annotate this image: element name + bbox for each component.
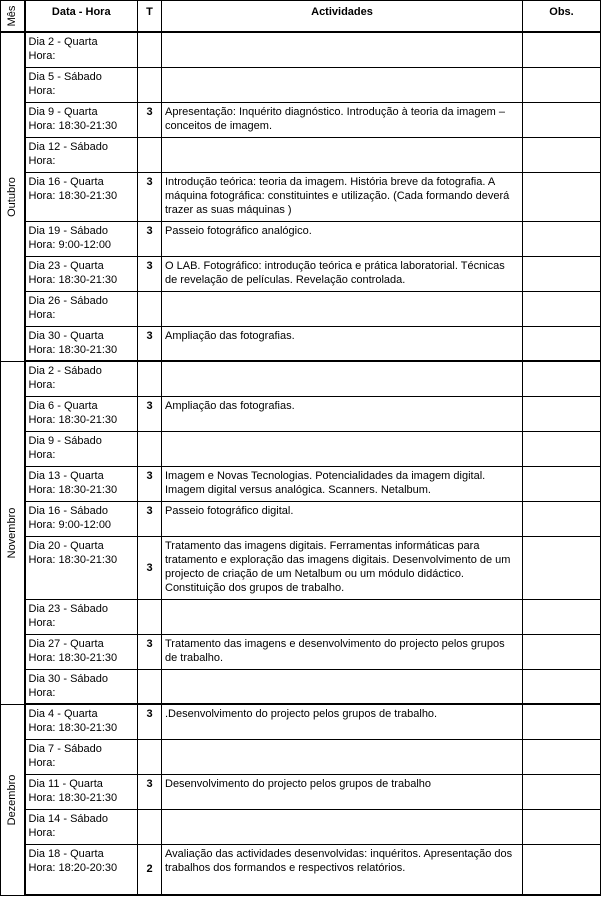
- hours-cell: 3: [138, 221, 162, 256]
- date-cell: [25, 67, 138, 102]
- obs-cell: [523, 396, 601, 431]
- date-cell: [25, 739, 138, 774]
- date-cell: [25, 32, 138, 67]
- activities-cell: [162, 291, 523, 326]
- date-cell: [25, 137, 138, 172]
- time-label: Hora:: [28, 616, 56, 629]
- obs-cell: [523, 466, 601, 501]
- day-label: Dia 23 - Sábado: [28, 602, 108, 615]
- table-row: [1, 256, 601, 291]
- day-label: Dia 13 - Quarta: [28, 469, 104, 482]
- table-row: [1, 102, 601, 137]
- obs-cell: [523, 361, 601, 396]
- time-label: Hora: 18:30-21:30: [28, 791, 118, 804]
- activities-cell: Ampliação das fotografias.: [162, 326, 523, 361]
- date-cell: [25, 102, 138, 137]
- day-label: Dia 4 - Quarta: [28, 708, 98, 720]
- activities-cell: O LAB. Fotográfico: introdução teórica e prática laboratorial. Técnicas de revelação de películas. Revelação controlada.: [162, 256, 523, 291]
- day-label: Dia 7 - Sábado: [28, 742, 102, 755]
- activities-cell: Tratamento das imagens digitais. Ferramentas informáticas para tratamento e exploração das imagens digitais. Desenvolvimento de um projecto de criação de um Netalbum ou um módulo didáctico. Constituição dos grupos de trabalho.: [162, 536, 523, 599]
- date-cell: [25, 536, 138, 599]
- day-label: Dia 26 - Sábado: [28, 294, 108, 307]
- table-row: [1, 67, 601, 102]
- obs-cell: [523, 536, 601, 599]
- obs-cell: [523, 809, 601, 844]
- day-label: Dia 30 - Quarta: [28, 329, 104, 342]
- hours-cell: [138, 809, 162, 844]
- time-label: Hora: 18:30-21:30: [28, 189, 118, 202]
- header-t: T: [138, 1, 162, 33]
- obs-cell: [523, 67, 601, 102]
- hours-cell: 3: [138, 102, 162, 137]
- table-row: [1, 32, 601, 67]
- header-mes-label: Mês: [6, 5, 19, 27]
- day-label: Dia 5 - Sábado: [28, 70, 102, 83]
- time-label: Hora: 18:20-20:30: [28, 861, 118, 874]
- header-mes: [1, 1, 25, 33]
- time-label: Hora: 18:30-21:30: [28, 553, 118, 566]
- obs-cell: [523, 599, 601, 634]
- obs-cell: [523, 256, 601, 291]
- obs-cell: [523, 501, 601, 536]
- date-cell: [25, 396, 138, 431]
- table-row: [1, 634, 601, 669]
- table-row: [1, 137, 601, 172]
- table-row: [1, 326, 601, 361]
- date-cell: [25, 466, 138, 501]
- hours-cell: 3: [138, 536, 162, 599]
- header-data-hora: Data - Hora: [25, 1, 138, 33]
- day-label: Dia 16 - Sábado: [28, 504, 108, 517]
- time-label: Hora:: [28, 84, 56, 97]
- time-label: Hora: 9:00-12:00: [28, 238, 112, 251]
- day-label: Dia 23 - Quarta: [28, 259, 104, 272]
- obs-cell: [523, 32, 601, 67]
- activities-cell: Apresentação: Inquérito diagnóstico. Introdução à teoria da imagem – conceitos de imagem.: [162, 102, 523, 137]
- date-cell: [25, 809, 138, 844]
- time-label: Hora: 18:30-21:30: [28, 343, 118, 356]
- date-cell: [25, 844, 138, 895]
- hours-cell: [138, 137, 162, 172]
- day-label: Dia 16 - Quarta: [28, 175, 104, 188]
- table-row: [1, 221, 601, 256]
- hours-cell: [138, 431, 162, 466]
- activities-cell: [162, 361, 523, 396]
- date-cell: [25, 361, 138, 396]
- time-label: Hora:: [28, 826, 56, 839]
- time-label: Hora:: [28, 448, 56, 461]
- date-cell: [25, 774, 138, 809]
- day-label: Dia 12 - Sábado: [28, 140, 108, 153]
- month-label: Dezembro: [6, 774, 19, 825]
- time-label: Hora: 18:30-21:30: [28, 273, 118, 286]
- date-cell: [25, 431, 138, 466]
- table-row: [1, 536, 601, 599]
- hours-cell: [138, 67, 162, 102]
- month-label: Outubro: [6, 176, 19, 217]
- obs-cell: [523, 739, 601, 774]
- hours-cell: [138, 32, 162, 67]
- month-cell: [1, 361, 25, 704]
- table-row: [1, 361, 601, 396]
- header-obs: Obs.: [523, 1, 601, 33]
- table-row: [1, 809, 601, 844]
- obs-cell: [523, 774, 601, 809]
- time-label: Hora:: [28, 154, 56, 167]
- table-row: [1, 291, 601, 326]
- table-row: [1, 704, 601, 739]
- day-label: Dia 2 - Sábado: [28, 365, 102, 377]
- date-cell: [25, 291, 138, 326]
- time-label: Hora:: [28, 50, 56, 62]
- time-label: Hora: 18:30-21:30: [28, 483, 118, 496]
- activities-cell: [162, 67, 523, 102]
- day-label: Dia 14 - Sábado: [28, 812, 108, 825]
- day-label: Dia 11 - Quarta: [28, 777, 103, 790]
- time-label: Hora: 18:30-21:30: [28, 413, 118, 426]
- obs-cell: [523, 326, 601, 361]
- hours-cell: 3: [138, 501, 162, 536]
- obs-cell: [523, 669, 601, 704]
- day-label: Dia 9 - Quarta: [28, 105, 98, 118]
- time-label: Hora:: [28, 308, 56, 321]
- table-row: [1, 396, 601, 431]
- activities-cell: [162, 739, 523, 774]
- obs-cell: [523, 172, 601, 221]
- day-label: Dia 2 - Quarta: [28, 36, 98, 48]
- obs-cell: [523, 634, 601, 669]
- activities-cell: [162, 599, 523, 634]
- hours-cell: 2: [138, 844, 162, 895]
- day-label: Dia 27 - Quarta: [28, 637, 104, 650]
- table-row: [1, 599, 601, 634]
- activities-cell: [162, 32, 523, 67]
- activities-cell: Introdução teórica: teoria da imagem. História breve da fotografia. A máquina fotográfica: constituintes e utilização. (Cada formando deverá trazer as suas máquinas ): [162, 172, 523, 221]
- time-label: Hora: 18:30-21:30: [28, 651, 118, 664]
- hours-cell: [138, 599, 162, 634]
- hours-cell: [138, 361, 162, 396]
- date-cell: [25, 501, 138, 536]
- activities-cell: [162, 669, 523, 704]
- hours-cell: [138, 739, 162, 774]
- activities-cell: Imagem e Novas Tecnologias. Potencialidades da imagem digital. Imagem digital versus analógica. Scanners. Netalbum.: [162, 466, 523, 501]
- time-label: Hora:: [28, 756, 56, 769]
- hours-cell: 3: [138, 396, 162, 431]
- hours-cell: 3: [138, 466, 162, 501]
- schedule-body: [1, 32, 601, 895]
- hours-cell: 3: [138, 774, 162, 809]
- obs-cell: [523, 291, 601, 326]
- time-label: Hora:: [28, 379, 56, 391]
- hours-cell: [138, 291, 162, 326]
- day-label: Dia 9 - Sábado: [28, 434, 102, 447]
- time-label: Hora: 18:30-21:30: [28, 722, 118, 734]
- time-label: Hora:: [28, 686, 56, 699]
- date-cell: [25, 172, 138, 221]
- table-row: [1, 844, 601, 895]
- activities-cell: Tratamento das imagens e desenvolvimento do projecto pelos grupos de trabalho.: [162, 634, 523, 669]
- table-row: [1, 172, 601, 221]
- hours-cell: 3: [138, 172, 162, 221]
- day-label: Dia 19 - Sábado: [28, 224, 108, 237]
- table-row: [1, 774, 601, 809]
- header-row: [1, 1, 601, 33]
- table-row: [1, 739, 601, 774]
- day-label: Dia 30 - Sábado: [28, 672, 108, 685]
- activities-cell: [162, 809, 523, 844]
- day-label: Dia 20 - Quarta: [28, 539, 104, 552]
- table-row: [1, 431, 601, 466]
- activities-cell: Passeio fotográfico digital.: [162, 501, 523, 536]
- header-actividades: Actividades: [162, 1, 523, 33]
- hours-cell: 3: [138, 326, 162, 361]
- activities-cell: Passeio fotográfico analógico.: [162, 221, 523, 256]
- date-cell: [25, 221, 138, 256]
- activities-cell: .Desenvolvimento do projecto pelos grupos de trabalho.: [162, 704, 523, 739]
- day-label: Dia 18 - Quarta: [28, 847, 104, 860]
- activities-cell: Ampliação das fotografias.: [162, 396, 523, 431]
- obs-cell: [523, 704, 601, 739]
- obs-cell: [523, 221, 601, 256]
- month-label: Novembro: [6, 507, 19, 558]
- date-cell: [25, 599, 138, 634]
- month-cell: [1, 32, 25, 361]
- hours-cell: 3: [138, 704, 162, 739]
- hours-cell: 3: [138, 634, 162, 669]
- activities-cell: Avaliação das actividades desenvolvidas: inquéritos. Apresentação dos trabalhos dos formandos e respectivos relatórios.: [162, 844, 523, 895]
- obs-cell: [523, 844, 601, 895]
- obs-cell: [523, 431, 601, 466]
- month-cell: [1, 704, 25, 895]
- date-cell: [25, 669, 138, 704]
- date-cell: [25, 256, 138, 291]
- activities-cell: [162, 431, 523, 466]
- time-label: Hora: 18:30-21:30: [28, 119, 118, 132]
- date-cell: [25, 634, 138, 669]
- hours-cell: [138, 669, 162, 704]
- obs-cell: [523, 102, 601, 137]
- table-row: [1, 466, 601, 501]
- obs-cell: [523, 137, 601, 172]
- date-cell: [25, 326, 138, 361]
- table-row: [1, 669, 601, 704]
- time-label: Hora: 9:00-12:00: [28, 518, 112, 531]
- table-row: [1, 501, 601, 536]
- day-label: Dia 6 - Quarta: [28, 399, 98, 412]
- date-cell: [25, 704, 138, 739]
- activities-cell: Desenvolvimento do projecto pelos grupos de trabalho: [162, 774, 523, 809]
- activities-cell: [162, 137, 523, 172]
- hours-cell: 3: [138, 256, 162, 291]
